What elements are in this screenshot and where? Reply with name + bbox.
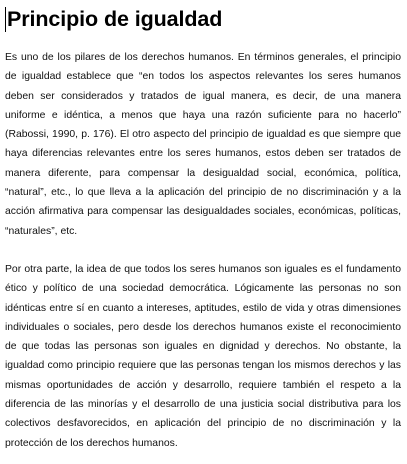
paragraph-1[interactable]: Es uno de los pilares de los derechos humanos. En términos generales, el principio de igualdad establece que “en todos los aspectos relevantes los seres humanos deben ser considerados y tratados de igual manera, es decir, de una manera uniforme e idéntica, a menos que haya una razón suficiente para no hacerlo” (Rabossi, 1990, p. 176). El otro aspecto del principio de igualdad es que siempre que haya diferencias relevantes entre los seres humanos, estos deben ser tratados de manera diferente, para compensar la desigualdad social, económica, política, “natural”, etc., lo que lleva a la aplicación del principio de no discriminación y a la acción afirmativa para compensar las desigualdades sociales, económicas, políticas, “naturales”, etc. — [5, 52, 401, 237]
document-title[interactable]: Principio de igualdad — [7, 7, 223, 31]
paragraph-2[interactable]: Por otra parte, la idea de que todos los seres humanos son iguales es el fundamento ético y político de una sociedad democrática. Lógicamente las personas no son idénticas entre sí en cuanto a intereses, aptitudes, estilo de vida y otras dimensiones individuales o sociales, pero desde los derechos humanos existe el reconocimiento de que todas las personas son iguales en dignidad y derechos. No obstante, la igualdad como principio requiere que las personas tengan los mismos derechos y las mismas oportunidades de acción y desarrollo, requiere también el respeto a la diferencia de las minorías y el desarrollo de una justicia social distributiva para los colectivos desfavorecidos, en aplicación del principio de no discriminación y la protección de los derechos humanos. — [5, 263, 401, 449]
title-block — [5, 6, 401, 35]
text-cursor — [5, 7, 6, 32]
